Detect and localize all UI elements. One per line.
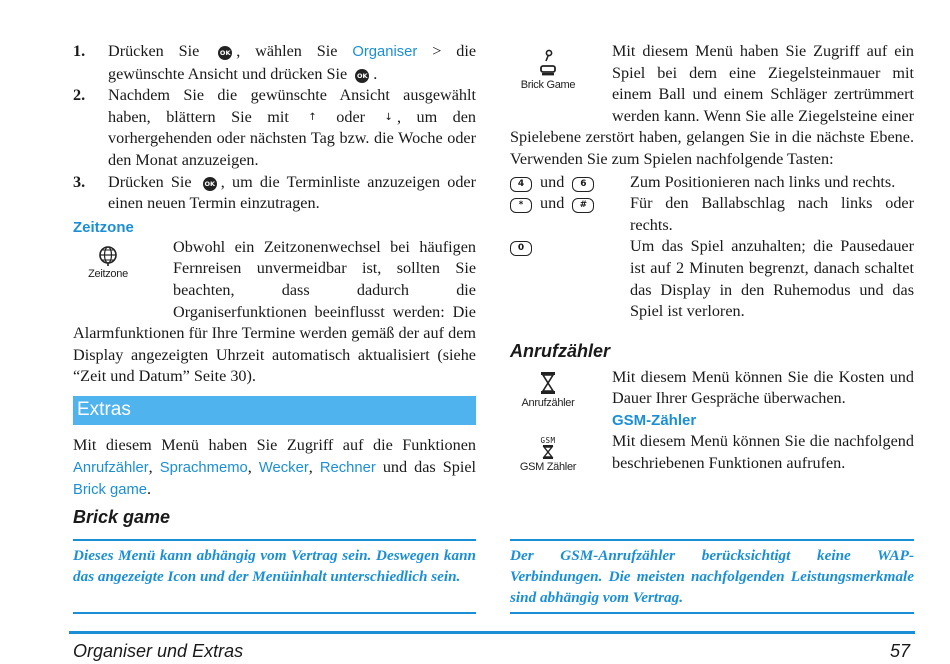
gsm-icon-box (510, 437, 586, 483)
link-sprachmemo[interactable]: Sprachmemo (159, 459, 248, 476)
right-column (510, 41, 914, 483)
ok-key-icon: OK (203, 177, 217, 191)
nav-up-icon: ↑ (308, 111, 317, 123)
page-number: 57 (889, 641, 910, 661)
link-wecker[interactable]: Wecker (258, 459, 309, 476)
zeitzone-section (73, 237, 476, 388)
left-column (73, 41, 476, 388)
key-4-icon: 4 (510, 177, 532, 192)
steps-list (73, 41, 476, 215)
footer-rule (69, 631, 915, 634)
zeitzone-text: Obwohl ein Zeitzonenwechsel bei häufigen Fernreisen unvermeidbar ist, sollten Sie beachten, dass dadurch die Organiserfunktionen beeinflusst werden: Die Alarmfunktionen für Ihre Termine werden gemäß der auf dem Display angezeigten Uhrzeit automatisch aktualisiert (siehe “Zeit und Datum” Seite 30). (73, 237, 476, 386)
brick-text: Mit diesem Menü haben Sie Zugriff auf ein Spiel bei dem eine Ziegelsteinmauer mit einem Ball und einem Schläger zertrümmert werden kann. Wenn Sie alle Ziegelsteine einer Spielebene zerstört haben, gelangen Sie in die nächste Ebene. Verwenden Sie zum Spielen nachfolgende Tasten: (510, 42, 914, 168)
key-star-icon: * (510, 198, 532, 213)
step-1: 1. Drücken Sie OK , wählen Sie Organiser > die gewünschte Ansicht und drücken Sie OK . (73, 42, 477, 83)
icon-label: Zeitzone (88, 267, 128, 280)
note-rule-top-right (510, 539, 914, 541)
brick-section (510, 41, 914, 171)
note-rule-bottom (73, 612, 476, 614)
link-rechner[interactable]: Rechner (319, 459, 376, 476)
key-row: 4 und 6 Zum Positionieren nach links und rechts. (510, 172, 914, 194)
globe-icon (98, 245, 118, 267)
step-number: 2. (73, 86, 86, 105)
ok-key-icon: OK (355, 69, 369, 83)
key-desc: Für den Ballabschlag nach links oder rechts. (630, 194, 914, 234)
step-3: 3. Drücken Sie OK , um die Terminliste anzuzeigen oder einen neuen Termin einzutragen. (73, 172, 476, 213)
extras-banner: Extras (73, 396, 476, 425)
organiser-link[interactable]: Organiser (352, 44, 418, 60)
anruf-section (510, 367, 914, 431)
gsm-counter-icon (542, 445, 554, 459)
key-hash-icon: # (572, 198, 594, 213)
key-6-icon: 6 (572, 177, 594, 192)
key-row (510, 236, 914, 322)
link-brick-game[interactable]: Brick game (73, 482, 148, 499)
ok-key-icon: OK (218, 46, 232, 60)
zeitzone-icon-box (77, 243, 139, 303)
anrufzaehler-heading: Anrufzähler (510, 340, 611, 361)
icon-label: Brick Game (520, 79, 576, 91)
gsm-note: Der GSM-Anrufzähler berücksichtigt keine WAP-Verbindungen. Die meisten nachfolgenden Leistungsmerkmale sind abhängig vom Vertrag. (510, 547, 914, 606)
note-rule-top (73, 539, 476, 541)
footer-title: Organiser und Extras (73, 641, 244, 661)
link-anrufzaehler[interactable]: Anrufzähler (73, 459, 149, 476)
key-desc: Um das Spiel anzuhalten; die Pausedauer ist auf 2 Minuten begrenzt, danach schaltet das Display in den Ruhemodus und das Spiel ist verloren. (630, 237, 914, 321)
key-0-icon: 0 (510, 241, 532, 256)
keys-table (510, 172, 914, 323)
nav-down-icon: ↓ (384, 111, 393, 123)
brick-game-icon (538, 49, 558, 77)
icon-label: Anrufzähler (521, 396, 575, 409)
gsm-heading: GSM-Zähler (612, 411, 697, 429)
step-number: 1. (73, 42, 86, 60)
step-number: 3. (73, 172, 86, 191)
icon-label: GSM Zähler (519, 460, 577, 473)
note-rule-bottom-right (510, 612, 914, 614)
brick-game-heading: Brick game (73, 507, 171, 527)
gsm-section (510, 431, 914, 474)
step-2: 2. Nachdem Sie die gewünschte Ansicht ausgewählt haben, blättern Sie mit ↑ oder ↓ , um den vorhergehenden oder nächsten Tag bzw. die Woche oder den Monat anzuzeigen. (73, 86, 477, 169)
zeitzone-heading: Zeitzone (73, 218, 134, 236)
brick-icon-box (510, 49, 586, 107)
anruf-text: Mit diesem Menü können Sie die Kosten und Dauer Ihrer Gespräche überwachen. (612, 367, 914, 408)
gsm-icon-top: GSM (540, 435, 556, 445)
brick-note: Dieses Menü kann abhängig vom Vertrag sein. Deswegen kann das angezeigte Icon und der Menüinhalt unterschiedlich sein. (73, 547, 476, 585)
gsm-text: Mit diesem Menü können Sie die nachfolgend beschriebenen Funktionen aufrufen. (612, 431, 914, 472)
counter-icon (539, 371, 557, 395)
anruf-icon-box (510, 371, 586, 419)
extras-intro: Mit diesem Menü haben Sie Zugriff auf die Funktionen Anrufzähler, Sprachmemo, Wecker, Rechner und das Spiel Brick game. (73, 436, 477, 499)
key-row: * und # Für den Ballabschlag nach links oder rechts. (510, 193, 914, 236)
key-desc: Zum Positionieren nach links und rechts. (630, 172, 896, 191)
